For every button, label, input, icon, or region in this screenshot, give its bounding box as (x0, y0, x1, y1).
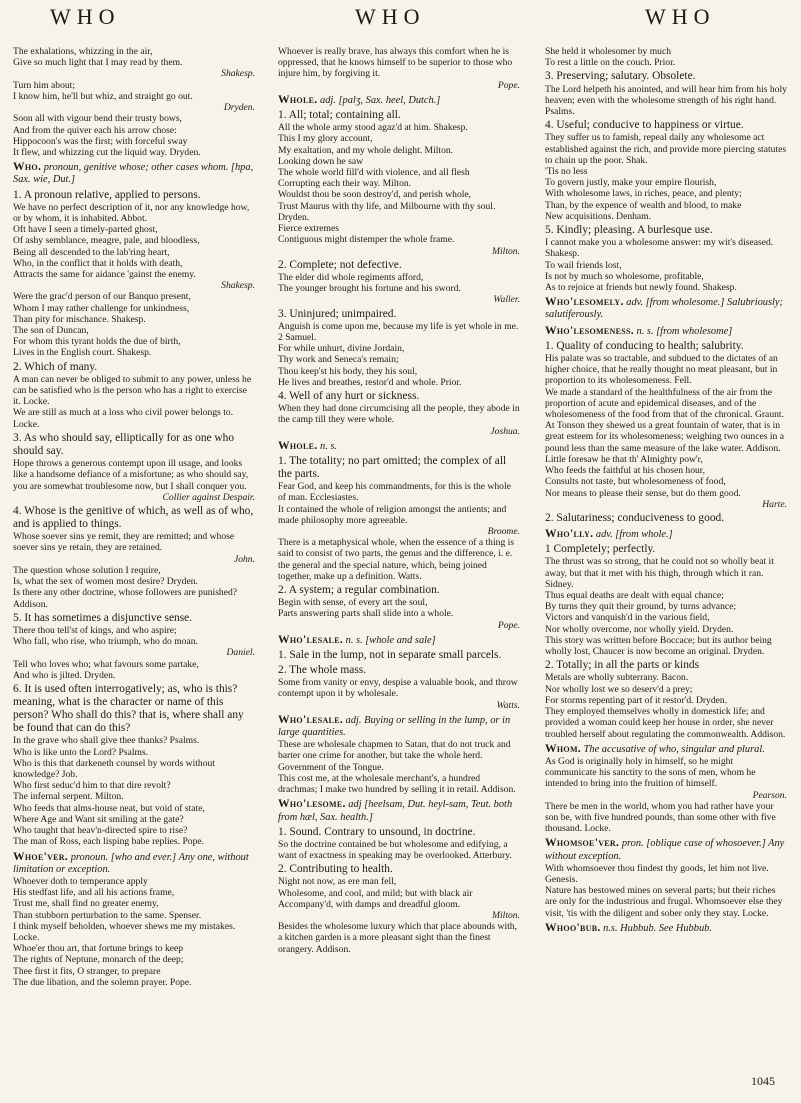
quotation: Little foresaw he that th' Almighty pow'r, (545, 453, 703, 465)
quotation: Give so much light that I may read by them. (13, 57, 183, 69)
headword: Who'lly. (545, 527, 594, 541)
quotation: Whose soever sins ye remit, they are remitted; and whose soever sins ye retain, they are retained. (13, 531, 235, 554)
quotation: Whoever is really brave, has always this comfort when he is oppressed, that he knows himself to be superior to those who injure him, by forgiving it. (278, 46, 513, 80)
headword-gloss: pronoun. [who and ever.] Any one, without limitation or exception. (13, 851, 249, 875)
quotation: Thou keep'st his body, they his soul, (278, 365, 418, 377)
definition: 4. Useful; conducive to happiness or virtue. (545, 119, 744, 132)
quotation: Night not now, as ere man fell, (278, 876, 397, 888)
quotation: And from the quiver each his arrow chose: (13, 124, 177, 136)
quotation: This story was written before Boccace; but its author being wholly lost, Chaucer is now become an original. Dryden. (545, 634, 772, 658)
quotation: Besides the wholesome luxury which that place abounds with, a kitchen garden is a more pleasant sight than the finest orangery. Addison. (278, 921, 517, 955)
headword-entry (545, 527, 787, 541)
headword-entry (545, 836, 787, 862)
headword-gloss: adj. [palʒ, Sax. heel, Dutch.] (317, 94, 441, 106)
definition: 2. Contributing to health. (278, 863, 393, 876)
quotation: Of ashy semblance, meagre, pale, and bloodless, (13, 235, 200, 247)
quotation: Than stubborn perturbation to the same. Spenser. (13, 909, 202, 921)
quotation: There is a metaphysical whole, when the essence of a thing is said to consist of two parts, the genus and the difference, i. e. the general and the special nature, which, being joined together, make up a definition. Watts. (278, 537, 515, 582)
quotation: The exhalations, whizzing in the air, (13, 46, 153, 57)
quotation: Trust me, shall find no greater enemy, (13, 898, 159, 910)
quotation: And who is jilted. Dryden. (13, 669, 116, 681)
quotation: New acquisitions. Denham. (545, 210, 652, 222)
quotation: It flew, and whizzing cut the liquid way. Dryden. (13, 146, 201, 158)
quotation: Turn him about; (13, 79, 76, 91)
headword-gloss: adv. [from whole.] (593, 529, 673, 541)
quotation: Consults not taste, but wholesomeness of food, (545, 476, 726, 488)
definition: 1. A pronoun relative, applied to persons. (13, 188, 201, 201)
quotation: I cannot make you a wholesome answer: my wit's diseased. Shakesp. (545, 237, 774, 260)
citation-source: Collier against Despair. (162, 491, 255, 503)
quotation: For storms repenting part of it restor'd. Dryden. (545, 694, 728, 706)
quotation: As to rejoice at friends but newly found. Shakesp. (545, 282, 737, 294)
headword-gloss: pronoun, genitive whose; other cases whom. [hpa, Sax. wie, Dut.] (13, 162, 254, 186)
quotation: Contiguous might distemper the whole frame. (278, 234, 455, 246)
quotation: Nature has bestowed mines on several parts; but their riches are only for the industrious and frugal. Whomsoever else they visit, 'tis with the diligent and sober only they stay. Locke. (545, 885, 783, 919)
headword: Who'lesale. (278, 712, 344, 726)
headword-entry (545, 742, 787, 756)
citation-source: Pope. (497, 619, 520, 631)
quotation: Whoever doth to temperance apply (13, 875, 148, 887)
quotation: Who, in the conflict that it holds with death, (13, 257, 183, 269)
quotation: Fear God, and keep his commandments, for this is the whole of man. Ecclesiastes. (278, 481, 511, 504)
quotation: To rest a little on the couch. Prior. (545, 57, 676, 69)
quotation: 'Tis no less (545, 165, 588, 177)
headword-entry (545, 295, 787, 321)
quotation: Who feeds the faithful at his chosen hour, (545, 465, 705, 477)
quotation: Metals are wholly subterrany. Bacon. (545, 672, 689, 684)
definition: 2. Which of many. (13, 360, 98, 373)
headword: Who'lesomeness. (545, 323, 634, 337)
quotation: Begin with sense, of every art the soul, (278, 597, 428, 609)
quotation: Whom I may rather challenge for unkindness, (13, 302, 190, 314)
citation-source: Harte. (762, 498, 787, 510)
citation-source: Joshua. (490, 425, 520, 437)
headword-entry (13, 850, 255, 876)
headword-entry (545, 921, 787, 935)
quotation: At Tonson they shewed us a great fountain of water, that is in great esteem for its wholesomeness; weighing two ounces in a pound less than the same measure of the lake water. Addison. (545, 420, 784, 454)
definition: 3. Uninjured; unimpaired. (278, 307, 397, 320)
quotation: Than pity for mischance. Shakesp. (13, 313, 146, 325)
quotation: Victors and vanquish'd in the various field, (545, 612, 710, 624)
headword: Whoo'bub. (545, 920, 601, 934)
quotation: I know him, he'll but whiz, and straight go out. (13, 90, 193, 102)
citation-source: Shakesp. (221, 280, 255, 292)
quotation: Is, what the sex of women most desire? Dryden. (13, 576, 198, 588)
quotation: The infernal serpent. Milton. (13, 791, 124, 803)
definition: 4. Well of any hurt or sickness. (278, 389, 420, 402)
definition: 1. All; total; containing all. (278, 109, 401, 122)
column-middle (278, 46, 520, 1066)
quotation: Accompany'd, with damps and dreadful gloom. (278, 898, 461, 910)
headword-gloss: n.s. Hubbub. See Hubbub. (600, 922, 712, 934)
quotation: This cost me, at the wholesale merchant's, a hundred drachmas; I make two hundred by selling it in retail. Addison. (278, 772, 516, 796)
quotation: In the grave who shall give thee thanks? Psalms. (13, 735, 200, 747)
definition: 2. The whole mass. (278, 664, 367, 677)
quotation: The due libation, and the solemn prayer. Pope. (13, 976, 192, 988)
quotation: My exaltation, and my whole delight. Milton. (278, 144, 454, 156)
quotation: Nor means to please their sense, but do them good. (545, 487, 741, 499)
quotation: Were the grac'd person of our Banquo present, (13, 291, 191, 303)
header-center: WHO (355, 4, 426, 29)
quotation: We are still as much at a loss who civil power belongs to. Locke. (13, 407, 234, 430)
quotation: Corrupting each their way. Milton. (278, 178, 412, 190)
quotation: This I my glory account, (278, 133, 373, 145)
quotation: Tell who loves who; what favours some partake, (13, 658, 199, 670)
quotation: Lives in the English court. Shakesp. (13, 347, 152, 359)
quotation: Hope throws a generous contempt upon ill usage, and looks like a handsome defiance of a misfortune; as who should say, you are somewhat troublesome now, but I shall conquer you. (13, 458, 249, 492)
definition: 3. Preserving; salutary. Obsolete. (545, 70, 696, 83)
definition: 1 Completely; perfectly. (545, 543, 656, 556)
quotation: They employed themselves wholly in domestick life; and provided a woman could keep her house in order, she never troubled herself about regulating the commonwealth. Addison. (545, 706, 786, 740)
quotation: Oft have I seen a timely-parted ghost, (13, 224, 158, 236)
quotation: Fierce extremes (278, 223, 339, 235)
quotation: She held it wholesomer by much (545, 46, 672, 57)
quotation: Attracts the same for aidance 'gainst the enemy. (13, 268, 196, 280)
headword-entry (278, 439, 520, 453)
definition: 2. A system; a regular combination. (278, 584, 440, 597)
quotation: The elder did whole regiments afford, (278, 271, 424, 283)
quotation: Thy work and Seneca's remain; (278, 354, 399, 366)
headword-gloss: n. s. [whole and sale] (343, 634, 436, 646)
quotation: His stedfast life, and all his actions frame, (13, 887, 175, 899)
headword-gloss: adj [heelsam, Dut. heyl-sam, Teut. both from hæl, Sax. health.] (278, 799, 513, 823)
headword: Whoe'ver. (13, 849, 69, 863)
quotation: The son of Duncan, (13, 325, 89, 337)
quotation: The whole world fill'd with violence, and all flesh (278, 167, 470, 179)
quotation: His palate was so tractable, and subdued to the dictates of an higher choice, that he really thought no meat pleasant, but in proportion to its wholesomeness. Fell. (545, 352, 778, 387)
headword: Who'lesomely. (545, 295, 624, 309)
quotation: To govern justly, make your empire flourish, (545, 177, 717, 189)
column-left (13, 46, 255, 1066)
citation-source: Daniel. (226, 647, 255, 659)
quotation: The question whose solution I require, (13, 564, 161, 576)
citation-source: John. (233, 553, 255, 565)
quotation: There be men in the world, whom you had rather have your son be, with five hundred pounds, than some other with five thousand. Locke. (545, 800, 776, 835)
running-header (0, 4, 801, 44)
citation-source: Waller. (493, 294, 520, 306)
quotation: Trust Maurus with thy life, and Milbourne with thy soul. Dryden. (278, 200, 496, 223)
quotation: For while unhurt, divine Jordain, (278, 343, 405, 355)
quotation: Nor wholly lost we so deserv'd a prey; (545, 683, 693, 695)
quotation: Parts answering parts shall slide into a whole. (278, 608, 454, 620)
quotation: The younger brought his fortune and his sword. (278, 283, 461, 295)
citation-source: Dryden. (223, 102, 255, 114)
quotation: By turns they quit their ground, by turns advance; (545, 601, 737, 613)
quotation: Who fall, who rise, who triumph, who do moan. (13, 636, 198, 648)
headword: Whole. (278, 438, 318, 452)
quotation: The Lord helpeth his anointed, and will hear him from his holy heaven; even with the wholesome strength of his right hand. Psalms. (545, 83, 787, 117)
quotation: We made a standard of the healthfulness of the air from the proportion of acute and epidemical diseases, and of the wholesomeness of the food from that of the chronical. Graunt. (545, 386, 784, 420)
headword-entry (278, 797, 520, 823)
quotation: Wouldst thou be soon destroy'd, and perish whole, (278, 189, 472, 201)
definition: 3. As who should say, elliptically for as one who should say. (13, 431, 235, 458)
quotation: Who feeds that alms-house neat, but void of state, (13, 802, 205, 814)
quotation: Soon all with vigour bend their trusty bows, (13, 113, 182, 125)
headword-gloss: n. s. [from wholesome] (633, 325, 733, 337)
quotation: The thrust was so strong, that he could not so wholly beat it away, but that it met with his thigh, through which it ran. Sidney. (545, 556, 774, 590)
definition: 1. Sound. Contrary to unsound, in doctrine. (278, 825, 476, 838)
quotation: Being all descended to the lab'ring heart, (13, 246, 170, 258)
headword: Whole. (278, 92, 318, 106)
quotation: For whom this tyrant holds the due of birth, (13, 336, 181, 348)
headword-entry (545, 324, 787, 338)
quotation: Wholesome, and cool, and mild; but with black air (278, 887, 473, 899)
headword-gloss: adv. [from wholesome.] Salubriously; salutiferously. (545, 297, 783, 321)
quotation: Anguish is come upon me, because my life is yet whole in me. 2 Samuel. (278, 320, 519, 343)
headword-entry (278, 633, 520, 647)
quotation: There thou tell'st of kings, and who aspire; (13, 624, 177, 636)
quotation: Nor wholly overcome, nor wholly yield. Dryden. (545, 623, 734, 635)
quotation: I think myself beholden, whoever shews me my mistakes. Locke. (13, 920, 236, 944)
quotation: A man can never be obliged to submit to any power, unless he can be satisfied who is the person who has a right to exercise it. Locke. (13, 373, 252, 408)
definition: 1. Quality of conducing to health; salubrity. (545, 339, 744, 352)
quotation: Thus equal deaths are dealt with equal chance; (545, 590, 724, 601)
quotation: Is there any other doctrine, whose followers are punished? Addison. (13, 587, 238, 610)
definition: 4. Whose is the genitive of which, as well as of who, and is applied to things. (13, 505, 254, 531)
quotation: Some from vanity or envy, despise a valuable book, and throw contempt upon it by wholesale. (278, 677, 518, 700)
quotation: Whoe'er thou art, that fortune brings to keep (13, 943, 184, 955)
quotation: Who taught that heav'n-directed spire to rise? (13, 825, 188, 837)
headword: Who. (13, 160, 42, 174)
header-left: WHO (50, 4, 121, 29)
headword: Who'lesome. (278, 797, 346, 811)
quotation: It contained the whole of religion amongst the antients; and made philosophy more agreeable. (278, 503, 507, 526)
quotation: Hippocoon's was the first; with forceful sway (13, 135, 188, 147)
headword-gloss: adj. Buying or selling in the lump, or in large quantities. (278, 714, 511, 739)
quotation: The rights of Neptune, monarch of the deep; (13, 954, 184, 966)
definition: 2. Totally; in all the parts or kinds (545, 659, 700, 672)
quotation: Is not by much so wholesome, profitable, (545, 270, 704, 282)
citation-source: Milton. (492, 245, 520, 257)
quotation: When they had done circumcising all the people, they abode in the camp till they were whole. (278, 403, 520, 426)
definition: 1. Sale in the lump, not in separate small parcels. (278, 649, 502, 662)
headword-entry (278, 93, 520, 107)
definition: 5. It has sometimes a disjunctive sense. (13, 611, 193, 624)
page-number: 1045 (751, 1074, 775, 1088)
quotation: To wail friends lost, (545, 259, 622, 271)
citation-source: Pearson. (752, 789, 787, 801)
citation-source: Shakesp. (221, 68, 255, 80)
citation-source: Milton. (492, 910, 520, 921)
definition: 2. Complete; not defective. (278, 258, 402, 271)
headword-entry (278, 713, 520, 739)
headword-gloss: The accusative of who, singular and plural. (581, 743, 765, 755)
header-right: WHO (645, 4, 716, 29)
headword-gloss: n. s. (317, 440, 338, 452)
definition: 1. The totality; no part omitted; the complex of all the parts. (278, 454, 507, 481)
quotation: We have no perfect description of it, nor any knowledge how, or by whom, it is inhabited. Abbot. (13, 201, 250, 224)
quotation: These are wholesale chapmen to Satan, that do not truck and barter one crime for another, but take the whole herd. Government of the Tongue. (278, 739, 511, 773)
citation-source: Broome. (487, 526, 520, 537)
citation-source: Watts. (496, 699, 520, 711)
headword: Who'lesale. (278, 632, 344, 646)
quotation: Who first seduc'd him to that dire revolt? (13, 780, 171, 792)
quotation: As God is originally holy in himself, so he might communicate his sanctity to the sons of men, whom he intended to bring into the fruition of himself. (545, 755, 756, 790)
quotation: They suffer us to famish, repeal daily any wholesome act established against the rich, and provide more piercing statutes to chain up the poor. Shak. (545, 132, 787, 166)
quotation: Than, by the expence of wealth and blood, to make (545, 199, 742, 211)
quotation: With whomsoever thou findest thy goods, let him not live. Genesis. (545, 862, 769, 885)
quotation: So the doctrine contained be but wholesome and edifying, a want of exactness in speaking may be overlooked. Atterbury. (278, 838, 512, 862)
quotation: Who is like unto the Lord? Psalms. (13, 746, 149, 758)
definition: 6. It is used often interrogatively; as, who is this? meaning, what is the character or name of this person? Who shall do this? that is, where shall any be found that can do this? (13, 682, 244, 735)
headword: Whomsoe'ver. (545, 836, 620, 850)
definition: 5. Kindly; pleasing. A burlesque use. (545, 224, 713, 237)
quotation: Where Age and Want sit smiling at the gate? (13, 813, 184, 825)
quotation: All the whole army stood agaz'd at him. Shakesp. (278, 122, 468, 134)
quotation: With wholesome laws, in riches, peace, and plenty; (545, 188, 742, 200)
quotation: Who is this that darkeneth counsel by words without knowledge? Job. (13, 757, 215, 781)
definition: 2. Salutariness; conduciveness to good. (545, 511, 725, 524)
headword-entry (13, 160, 255, 186)
quotation: He lives and breathes, restor'd and whole. Prior. (278, 376, 462, 388)
column-right (545, 46, 787, 1066)
quotation: Thee first it fits, O stranger, to prepare (13, 965, 161, 977)
quotation: The man of Ross, each lisping babe replies. Pope. (13, 836, 205, 848)
headword-gloss: pron. [oblique case of whosoever.] Any without exception. (545, 838, 785, 862)
quotation: Looking down he saw (278, 155, 363, 167)
headword: Whom. (545, 741, 581, 755)
citation-source: Pope. (497, 79, 520, 91)
